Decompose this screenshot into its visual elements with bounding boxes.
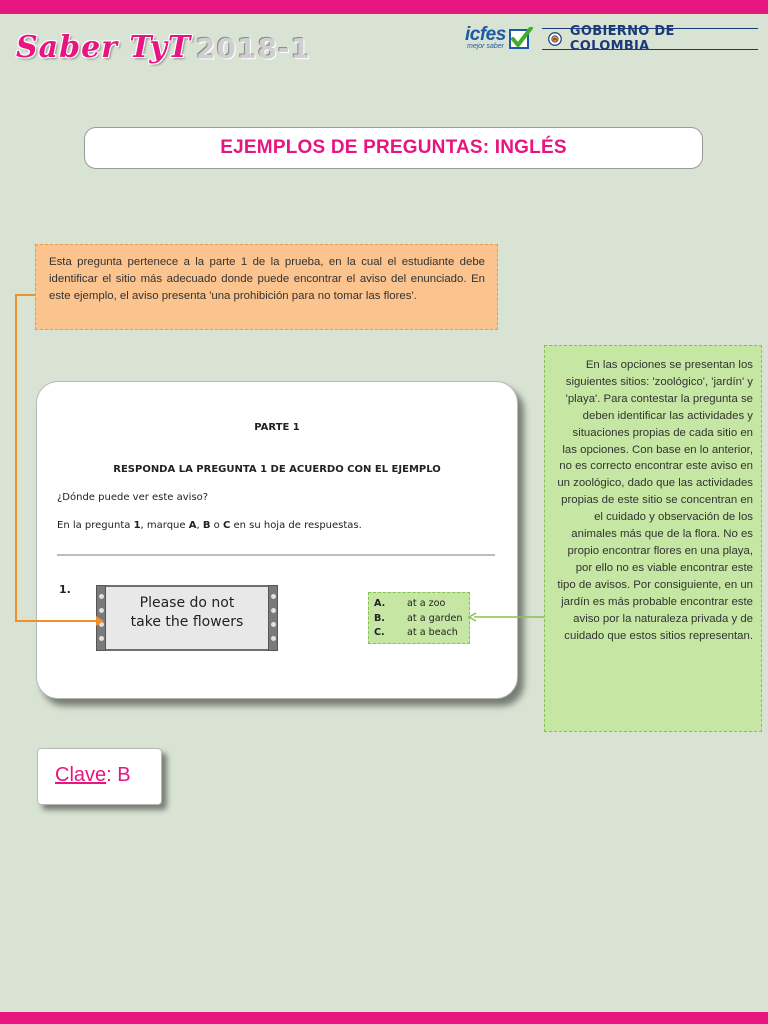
divider xyxy=(57,554,495,556)
item-number: 1. xyxy=(59,583,71,596)
rivet-icon xyxy=(271,622,276,627)
top-accent-bar xyxy=(0,0,768,14)
sign-text: Please do not take the flowers xyxy=(130,595,244,630)
answer-explanation-note: En las opciones se presentan los siguientes sitios: 'zoológico', 'jardín' y 'playa'. Para contestar la pregunta se deben identificar las actividades y situaciones propias de cada sitio en las opciones. Con base en lo anterior, no es correcto encontrar este aviso en un zoológico, dado que las actividades propias de este sitio se concentran en el cuidado y observación de los animales más que de la flora. No es propio encontrar flores en una playa, por ello no es viable encontrar este tipo de avisos. Por consiguiente, en un jardín es más probable encontrar este aviso por la naturaleza privada y de cuidado que estos sitios representan. xyxy=(544,345,762,732)
answer-key-label: Clave xyxy=(55,764,107,786)
page-title: EJEMPLOS DE PREGUNTAS: INGLÉS xyxy=(220,137,567,158)
sign-post-left xyxy=(96,585,106,651)
rivet-icon xyxy=(271,594,276,599)
exam-year: 2018-1 xyxy=(196,32,312,65)
rivet-icon xyxy=(99,594,104,599)
checkmark-icon xyxy=(509,27,533,49)
rivet-icon xyxy=(271,636,276,641)
answer-key-box: Clave: B xyxy=(37,748,162,805)
icfes-wordmark: icfes xyxy=(465,24,506,45)
question-card xyxy=(36,381,518,699)
saber-tyt-logo: Saber TyT xyxy=(16,30,192,65)
instruction-heading: RESPONDA LA PREGUNTA 1 DE ACUERDO CON EL EJEMPLO xyxy=(113,464,441,475)
part-explanation-note: Esta pregunta pertenece a la parte 1 de la prueba, en la cual el estudiante debe identificar el sitio más adecuado donde puede encontrar el aviso del enunciado. En este ejemplo, el aviso presenta 'una prohibición para no tomar las flores'. xyxy=(35,244,498,330)
notice-sign xyxy=(96,585,278,651)
option-c: C. at a beach xyxy=(374,627,458,638)
sign-post-right xyxy=(268,585,278,651)
icfes-tagline: mejor saber xyxy=(467,43,504,50)
rivet-icon xyxy=(99,622,104,627)
government-logo xyxy=(542,24,758,54)
rivet-icon xyxy=(99,636,104,641)
colombia-seal-icon xyxy=(548,32,562,46)
government-label: GOBIERNO DE COLOMBIA xyxy=(569,24,675,54)
option-a: A. at a zoo xyxy=(374,598,446,609)
icfes-logo xyxy=(465,24,535,52)
rivet-icon xyxy=(99,608,104,613)
option-b: B. at a garden xyxy=(374,612,463,624)
question-text: ¿Dónde puede ver este aviso? xyxy=(57,492,209,503)
answer-instruction: En la pregunta 1, marque A, B o C en su hoja de respuestas. xyxy=(57,520,362,531)
answer-key-value: B xyxy=(117,764,131,786)
bottom-accent-bar xyxy=(0,1012,768,1024)
part-heading: PARTE 1 xyxy=(254,422,300,433)
title-banner xyxy=(84,127,703,169)
rivet-icon xyxy=(271,608,276,613)
answer-options xyxy=(368,592,470,644)
